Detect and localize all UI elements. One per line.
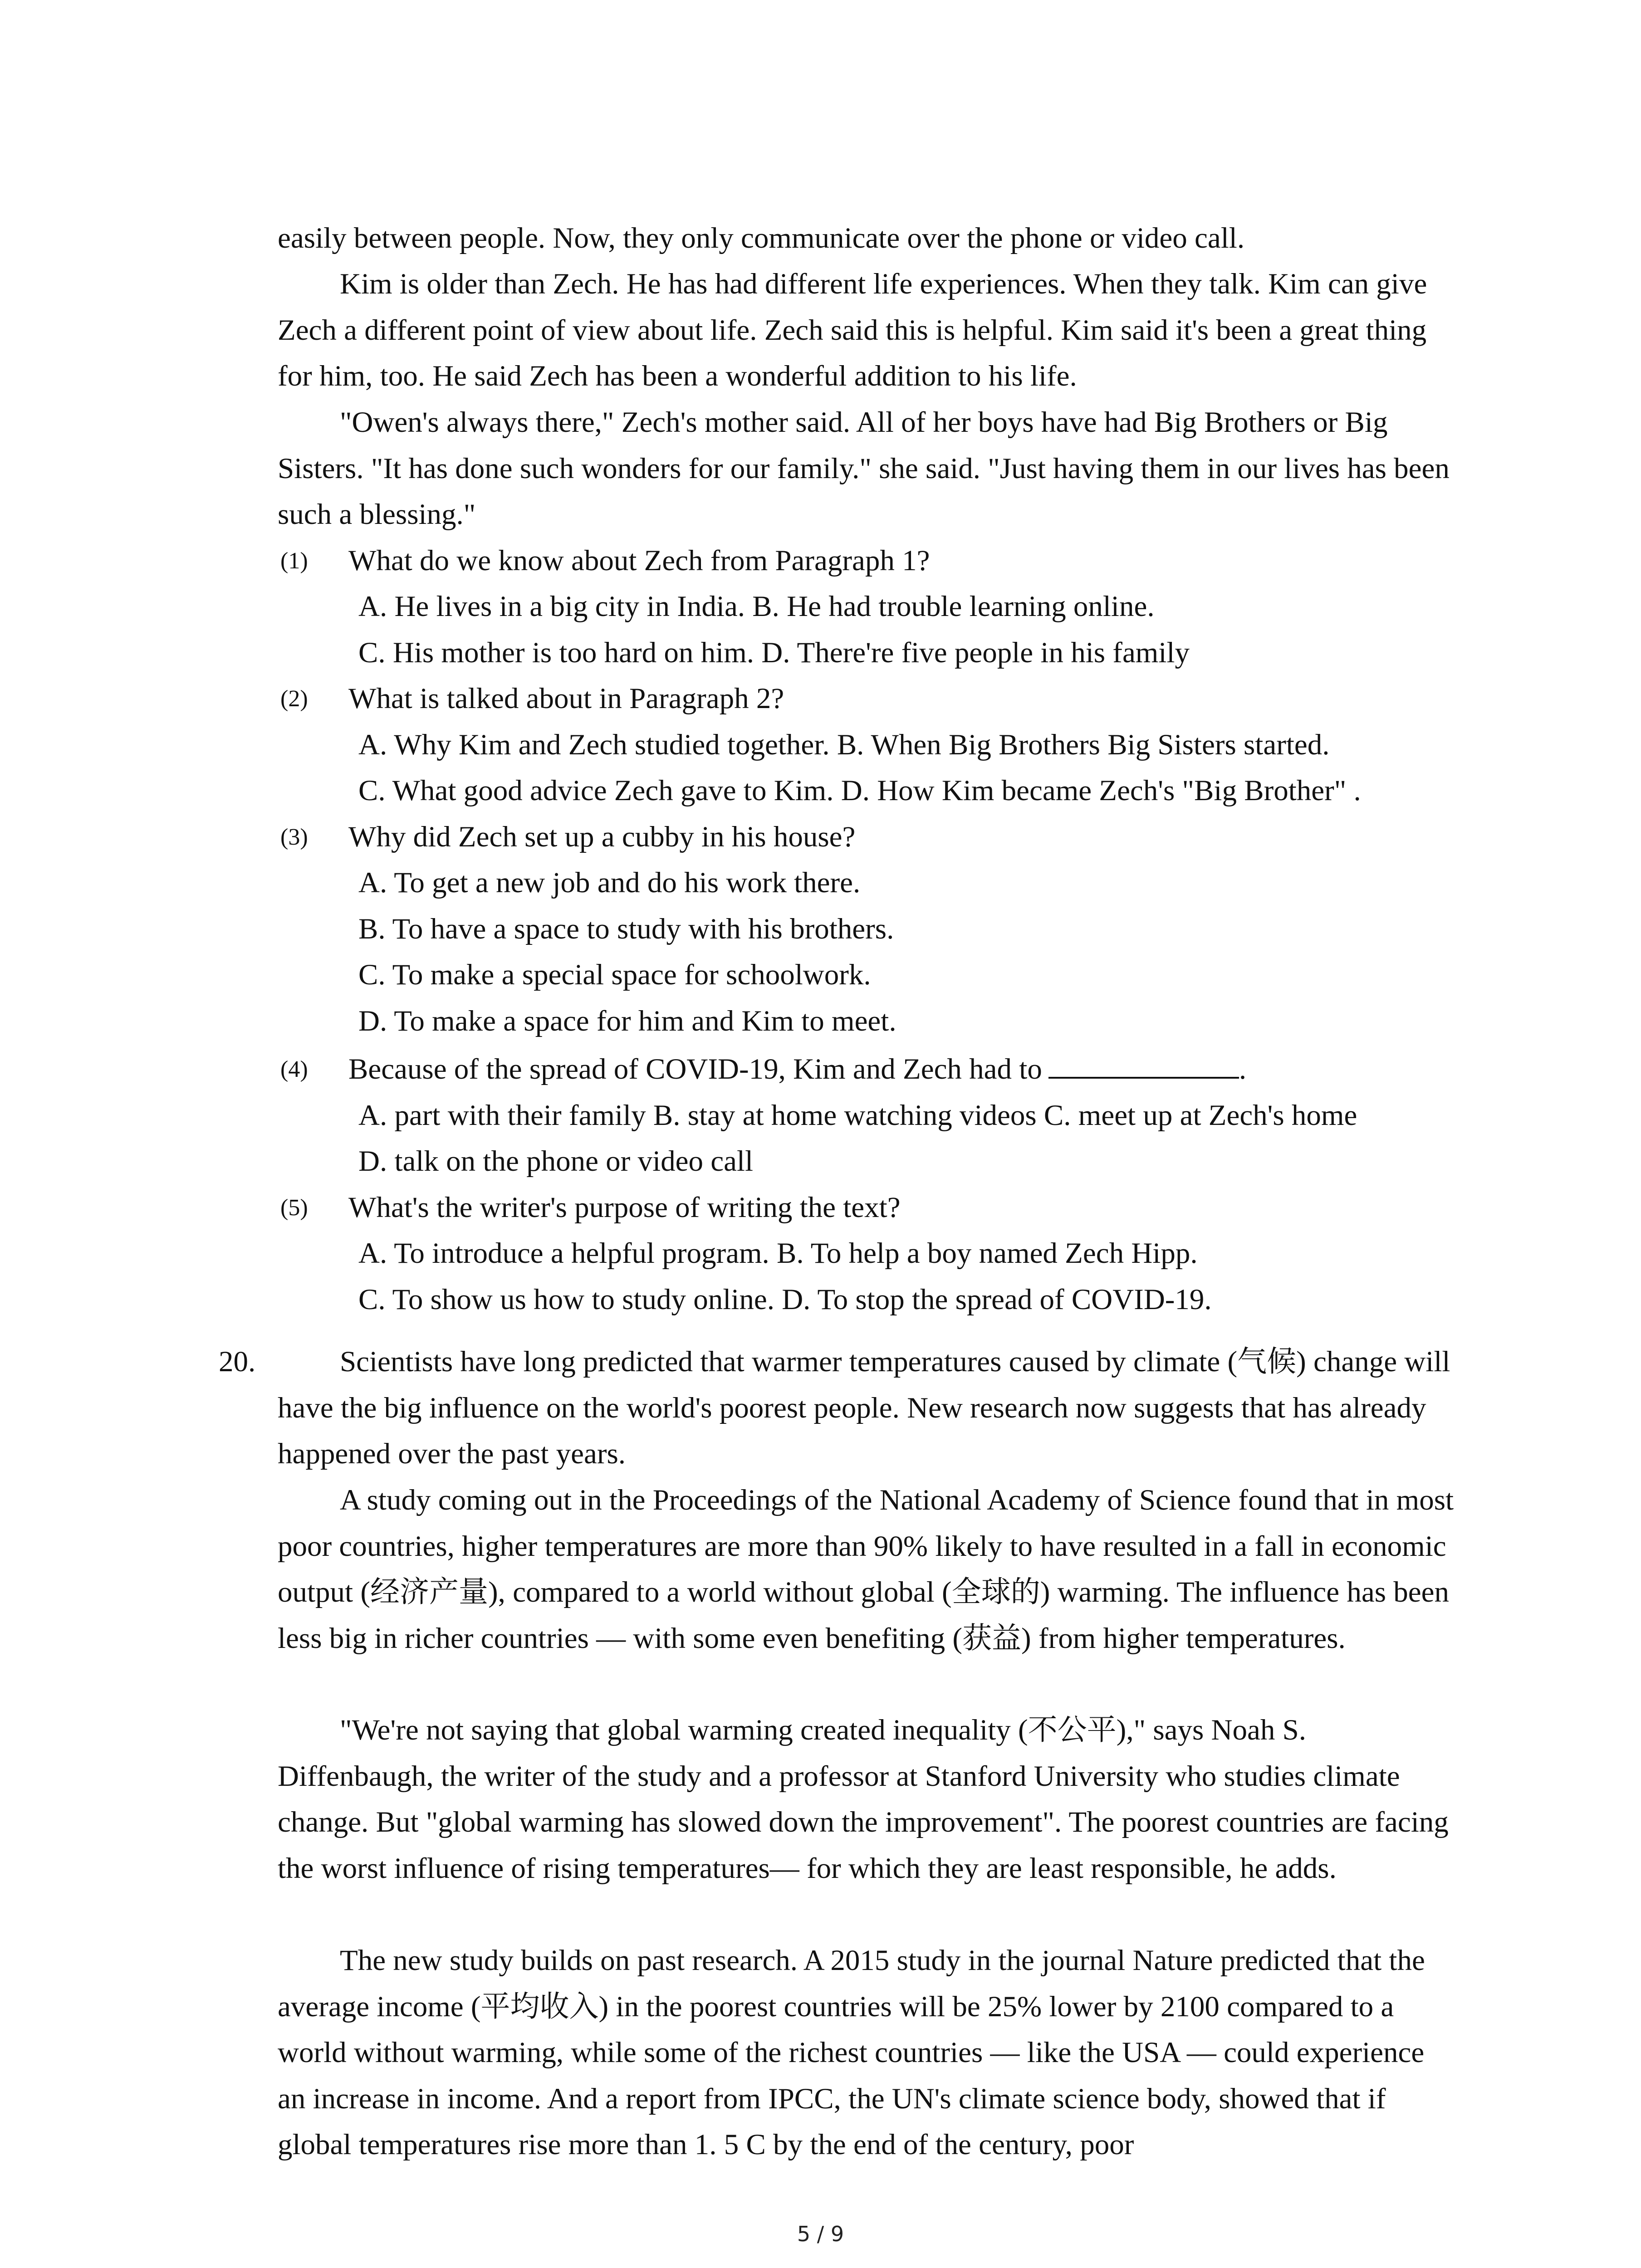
question-1-options-row-1[interactable]: A. He lives in a big city in India. B. He had trouble learning online. [358, 590, 1155, 623]
item-20-paragraph-1: Scientists have long predicted that warmer temperatures caused by climate (气候) change will have the big influence on the world's poorest people. New research now suggests that has already happened over the past years. [278, 1345, 1450, 1470]
question-5-text: What's the writer's purpose of writing the text? [348, 1191, 901, 1224]
item-20-paragraph-4: The new study builds on past research. A 2015 study in the journal Nature predicted that the average income (平均收入) in the poorest countries will be 25% lower by 2100 compared to a world without warming, while some of the richest countries — like the USA — could experience an increase in income. And a report from IPCC, the UN's climate science body, showed that if global temperatures rise more than 1. 5 C by the end of the century, poor [278, 1944, 1425, 2161]
question-5-number: (5) [280, 1195, 308, 1221]
item-20-number: 20. [219, 1345, 256, 1378]
question-1-text: What do we know about Zech from Paragraph 1? [348, 544, 930, 577]
question-4-text [348, 1046, 1246, 1093]
question-3-text: Why did Zech set up a cubby in his house? [348, 821, 856, 853]
question-2-number: (2) [280, 686, 308, 712]
question-3-number: (3) [280, 824, 308, 850]
passage-paragraph-4: "Owen's always there," Zech's mother said. All of her boys have had Big Brothers or Big Sisters. "It has done such wonders for our family." she said. "Just having them in our lives has been such a blessing." [278, 406, 1450, 531]
question-1-options-row-2[interactable]: C. His mother is too hard on him. D. There're five people in his family [358, 636, 1190, 669]
item-20-paragraph-3: "We're not saying that global warming created inequality (不公平)," says Noah S. Diffenbaugh, the writer of the study and a professor at Stanford University who studies climate change. But "global warming has slowed down the improvement". The poorest countries are facing the worst influence of rising temperatures— for which they are least responsible, he adds. [278, 1714, 1449, 1885]
page-number: 5 / 9 [797, 2222, 844, 2246]
question-2-options-row-2[interactable]: C. What good advice Zech gave to Kim. D. How Kim became Zech's "Big Brother" . [358, 774, 1361, 807]
question-4-number: (4) [280, 1056, 308, 1082]
answer-blank[interactable] [1048, 1050, 1239, 1079]
question-2-options-row-1[interactable]: A. Why Kim and Zech studied together. B. When Big Brothers Big Sisters started. [358, 728, 1330, 761]
item-20-paragraph-2: A study coming out in the Proceedings of the National Academy of Science found that in most poor countries, higher temperatures are more than 90% likely to have resulted in a fall in economic output (经济产量), compared to a world without global (全球的) warming. The influence has been less big in richer countries — with some even benefiting (获益) from higher temperatures. [278, 1484, 1454, 1655]
question-3-option-c[interactable]: C. To make a special space for schoolwork. [358, 958, 871, 991]
question-4-options-row-1[interactable]: A. part with their family B. stay at home watching videos C. meet up at Zech's home [358, 1099, 1357, 1132]
question-2-text: What is talked about in Paragraph 2? [348, 682, 784, 715]
question-3-option-b[interactable]: B. To have a space to study with his brothers. [358, 913, 894, 945]
question-3-option-d[interactable]: D. To make a space for him and Kim to meet. [358, 1005, 896, 1037]
passage-paragraph-continued: easily between people. Now, they only communicate over the phone or video call. [278, 222, 1245, 254]
question-5-options-row-2[interactable]: C. To show us how to study online. D. To stop the spread of COVID-19. [358, 1283, 1212, 1316]
question-1-number: (1) [280, 548, 308, 574]
question-4-option-d[interactable]: D. talk on the phone or video call [358, 1145, 754, 1178]
question-5-options-row-1[interactable]: A. To introduce a helpful program. B. To help a boy named Zech Hipp. [358, 1237, 1198, 1270]
passage-paragraph-3: Kim is older than Zech. He has had different life experiences. When they talk. Kim can give Zech a different point of view about life. Zech said this is helpful. Kim said it's been a great thing for him, too. He said Zech has been a wonderful addition to his life. [278, 268, 1427, 392]
question-4-stem-end: . [1239, 1053, 1247, 1085]
question-3-option-a[interactable]: A. To get a new job and do his work there. [358, 866, 861, 899]
question-4-stem: Because of the spread of COVID-19, Kim and Zech had to [348, 1053, 1042, 1085]
